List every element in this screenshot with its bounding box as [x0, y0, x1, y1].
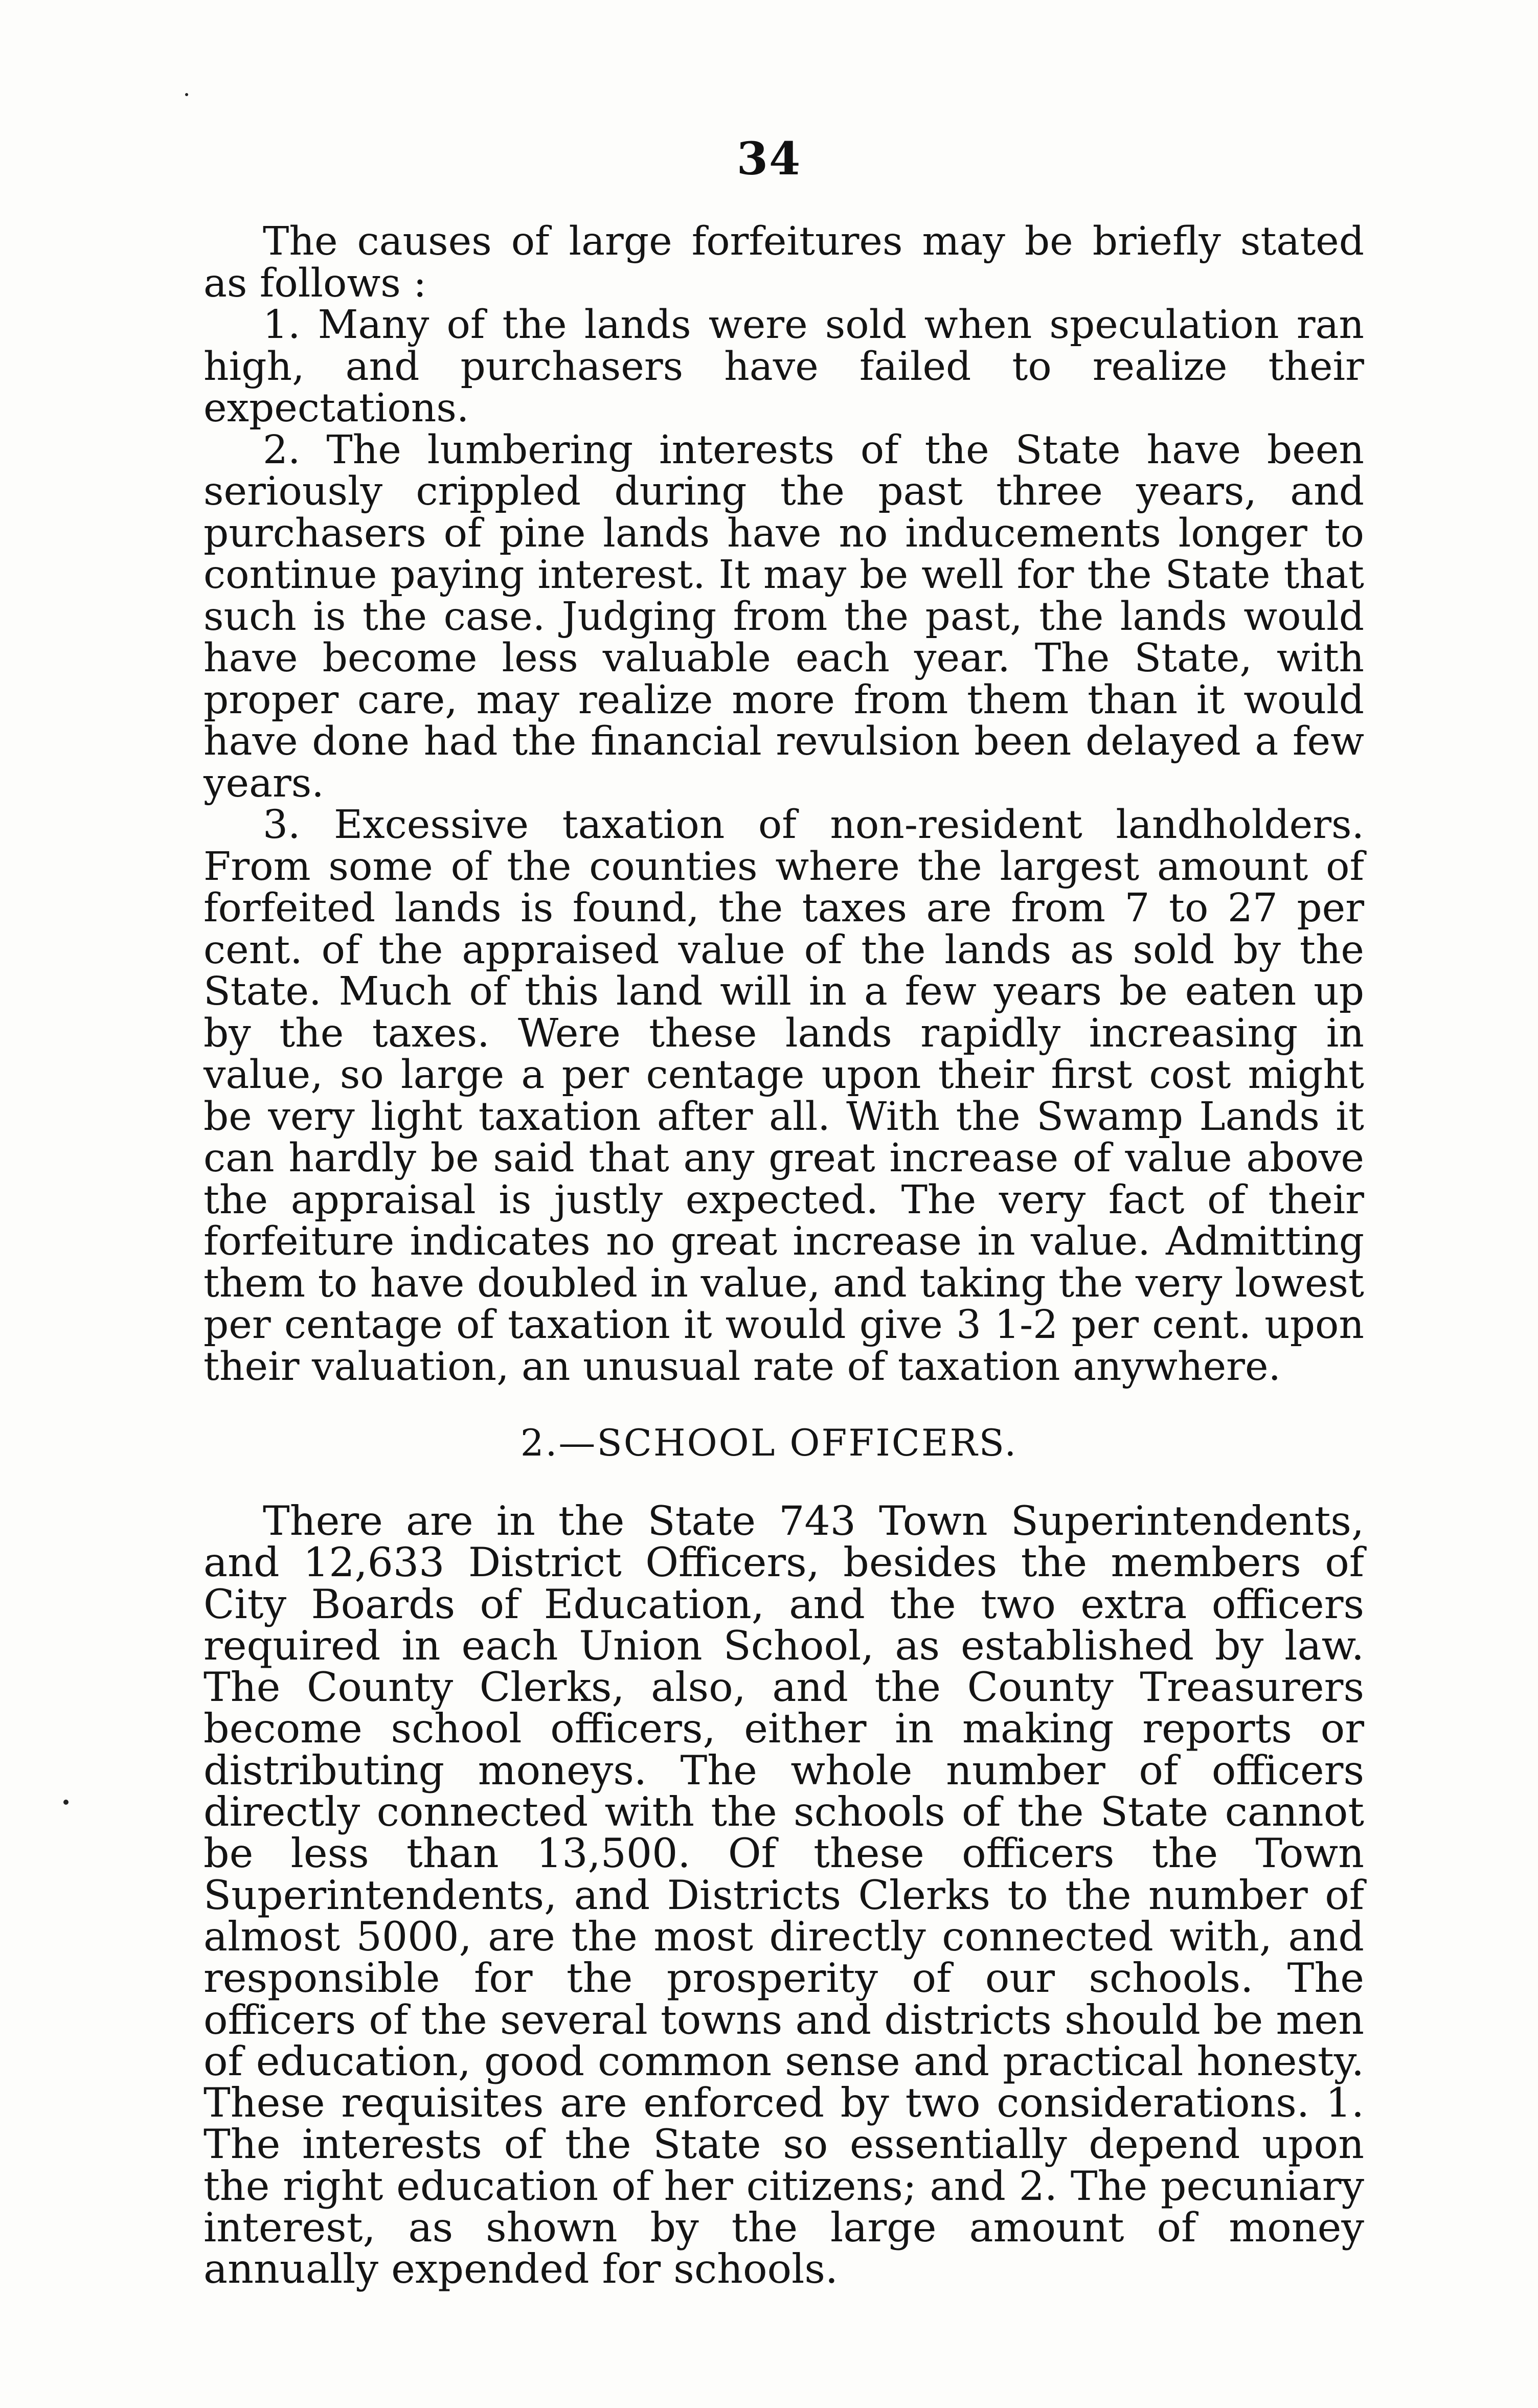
- school-officers-section: [203, 1497, 1364, 2293]
- section-heading-number: 2.—: [520, 1421, 597, 1464]
- ink-speck: [185, 93, 188, 96]
- school-officers-paragraph: There are in the State 743 Town Superintendents, and 12,633 District Officers, besides the members of City Boards of Education, and the two extra officers required in each Union School, as established by law. The County Clerks, also, and the County Treasurers become school officers, either in making reports or distributing moneys. The whole number of officers directly connected with the schools of the State cannot be less than 13,500. Of these officers the Town Superintendents, and Districts Clerks to the number of almost 5000, are the most directly connected with, and responsible for the prosperity of our schools. The officers of the several towns and districts should be men of education, good common sense and practical honesty. These requisites are enforced by two considerations. 1. The interests of the State so essentially depend upon the right education of her citizens; and 2. The pecuniary interest, as shown by the large amount of money annually expended for schools.: [203, 1497, 1364, 2293]
- cause-2-paragraph: 2. The lumbering interests of the State have been seriously crippled during the past three years, and purchasers of pine lands have no inducements longer to continue paying interest. It may be well for the State that such is the case. Judging from the past, the lands would have become less valuable each year. The State, with proper care, may realize more from them than it would have done had the financial revulsion been delayed a few years.: [203, 427, 1364, 806]
- cause-3-paragraph: 3. Excessive taxation of non-resident landholders. From some of the counties where the largest amount of forfeited lands is found, the taxes are from 7 to 27 per cent. of the appraised value of the lands as sold by the State. Much of this land will in a few years be eaten up by the taxes. Were these lands rapidly increasing in value, so large a per centage upon their first cost might be very light taxation after all. With the Swamp Lands it can hardly be said that any great increase of value above the appraisal is justly expected. The very fact of their forfeiture indicates no great increase in value. Admitting them to have doubled in value, and taking the very lowest per centage of taxation it would give 3 1-2 per cent. upon their valuation, an unusual rate of taxation anywhere.: [203, 802, 1364, 1390]
- cause-1-paragraph: 1. Many of the lands were sold when speculation ran high, and purchasers have failed to realize their expectations.: [203, 302, 1364, 431]
- intro-paragraph: The causes of large forfeitures may be briefly stated as follows :: [203, 219, 1364, 306]
- forfeiture-causes-section: [203, 221, 1364, 1388]
- ink-speck: [63, 1800, 69, 1805]
- section-heading: [0, 1422, 1538, 1466]
- section-heading-label: SCHOOL OFFICERS.: [597, 1421, 1018, 1464]
- page-number: 34: [736, 132, 802, 185]
